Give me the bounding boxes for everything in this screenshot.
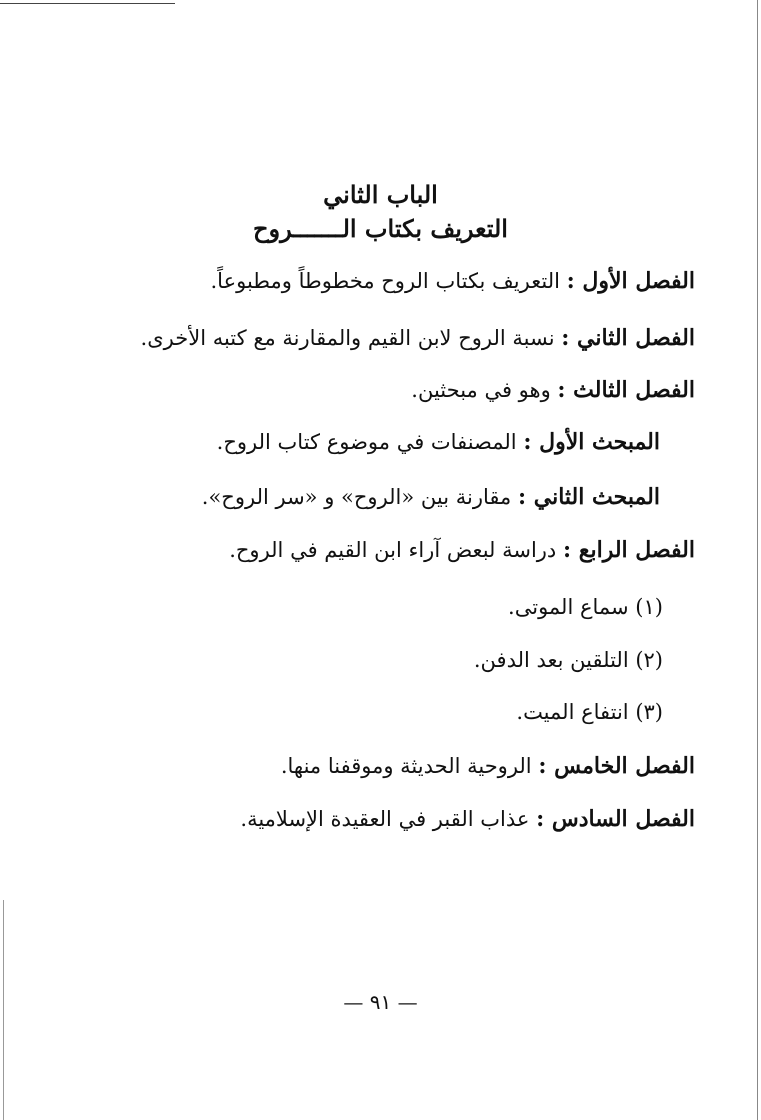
- subsection-2: [202, 484, 660, 510]
- section-label: الفصل الثاني :: [561, 325, 695, 351]
- section-label: الفصل السادس :: [536, 806, 695, 832]
- list-item-text: (٢) التلقين بعد الدفن.: [473, 648, 663, 672]
- scan-edge-top: [0, 3, 175, 4]
- list-item-2: [474, 648, 663, 672]
- section-3: [411, 377, 695, 403]
- subsection-1: [217, 429, 660, 455]
- section-text: عذاب القبر في العقيدة الإسلامية.: [240, 807, 537, 831]
- section-text: نسبة الروح لابن القيم والمقارنة مع كتبه الأخرى.: [140, 326, 562, 350]
- subsection-text: مقارنة بين «الروح» و «سر الروح».: [201, 485, 518, 509]
- subsection-text: المصنفات في موضوع كتاب الروح.: [216, 430, 524, 454]
- section-4: [229, 537, 695, 563]
- section-6: [240, 806, 695, 832]
- section-text: وهو في مبحثين.: [411, 378, 558, 402]
- subsection-label: المبحث الثاني :: [517, 484, 660, 510]
- chapter-title: الباب الثاني: [323, 180, 438, 209]
- list-item-text: (١) سماع الموتى.: [508, 595, 663, 619]
- section-label: الفصل الرابع :: [562, 537, 695, 563]
- page-number: — ٩١ —: [343, 990, 418, 1014]
- section-text: الروحية الحديثة وموقفنا منها.: [280, 754, 539, 778]
- scan-edge-right: [757, 0, 758, 1120]
- section-label: الفصل الأول :: [566, 268, 695, 294]
- list-item-1: [508, 595, 663, 619]
- list-item-3: [516, 700, 663, 724]
- section-text: دراسة لبعض آراء ابن القيم في الروح.: [229, 538, 563, 562]
- section-1: [211, 268, 696, 294]
- section-5: [281, 753, 695, 779]
- chapter-subtitle: التعريف بكتاب الـــــــروح: [253, 214, 508, 243]
- section-text: التعريف بكتاب الروح مخطوطاً ومطبوعاً.: [210, 269, 567, 293]
- section-2: [141, 325, 695, 351]
- section-label: الفصل الثالث :: [557, 377, 695, 403]
- list-item-text: (٣) انتفاع الميت.: [516, 700, 663, 724]
- subsection-label: المبحث الأول :: [523, 429, 660, 455]
- section-label: الفصل الخامس :: [538, 753, 695, 779]
